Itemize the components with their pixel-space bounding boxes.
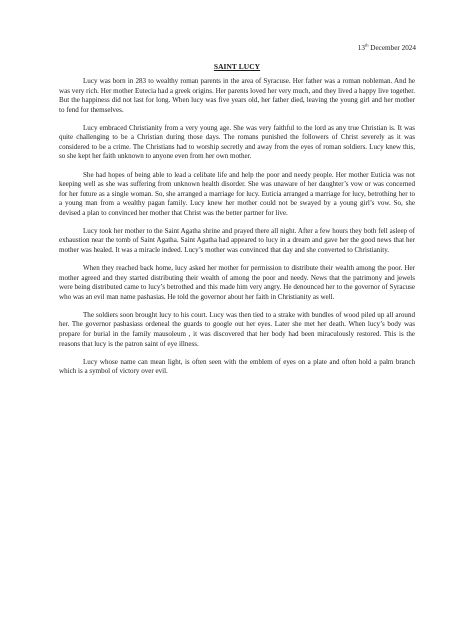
document-date (358, 44, 416, 52)
paragraph: Lucy took her mother to the Saint Agatha shrine and prayed there all night. After a few hours they both fell asleep of exhaustion near the tomb of Saint Agatha. Saint Agatha had appeared to lucy in a dream and gave her the good news that her mother was healed. It was a miracle indeed. Lucy’s mother was convinced that day and she converted to Christianity. (59, 226, 415, 254)
paragraph: When they reached back home, lucy asked her mother for permission to distribute their wealth among the poor. Her mother agreed and they started distributing their wealth of among the poor and needy. News that the patrimony and jewels were being distributed came to lucy’s betrothed and this made him very angry. He denounced her to the governor of Syracuse who was an evil man name pashasias. He told the governor about her faith in Christianity as well. (59, 264, 415, 301)
paragraph: Lucy was born in 283 to wealthy roman parents in the area of Syracuse. Her father was a roman nobleman. And he was very rich. Her mother Eutecia had a greek origins. Her parents loved her very much, and they lived a happy live together. But the happiness did not last for long. When lucy was five years old, her father died, leaving the young girl and her mother to fend for themselves. (59, 77, 415, 114)
document-body (59, 77, 415, 385)
date-month-year: December 2024 (368, 44, 416, 52)
paragraph: She had hopes of being able to lead a celibate life and help the poor and needy people. Her mother Euticia was not keeping well as she was suffering from unknown health disorder. She was unaware of her daughter’s vow or was concerned for her future as a single woman. So, she arranged a marriage for lucy. Euticia arranged a marriage for lucy, betrothing her to a young man from a wealthy pagan family. Lucy knew her mother could not be swayed by a young girl’s vow. So, she devised a plan to convinced her mother that Christ was the better partner for live. (59, 170, 415, 217)
date-suffix: th (364, 42, 369, 48)
paragraph: Lucy whose name can mean light, is often seen with the emblem of eyes on a plate and often hold a palm branch which is a symbol of victory over evil. (59, 357, 415, 376)
paragraph: The soldiers soon brought lucy to his court. Lucy was then tied to a strake with bundles of wood piled up all around her. The governor pashasiass ordeneal the guards to google out her eyes. Later she met her death. When lucy’s body was prepare for burial in the family mausoleum , it was discovered that her body had been miraculously restored. This is the reasons that lucy is the patron saint of eye illness. (59, 310, 415, 348)
date-day: 13 (357, 44, 365, 52)
paragraph: Lucy embraced Christianity from a very young age. She was very faithful to the lord as any true Christian is. It was quite challenging to be a Christian during those days. The romans punished the followers of Christ severely as it was considered to be a crime. The Christians had to worship secretly and away from the eyes of roman soldiers. Lucy knew this, so she kept her faith unknown to anyone even from her own mother. (59, 123, 415, 161)
document-title: SAINT LUCY (213, 62, 261, 71)
